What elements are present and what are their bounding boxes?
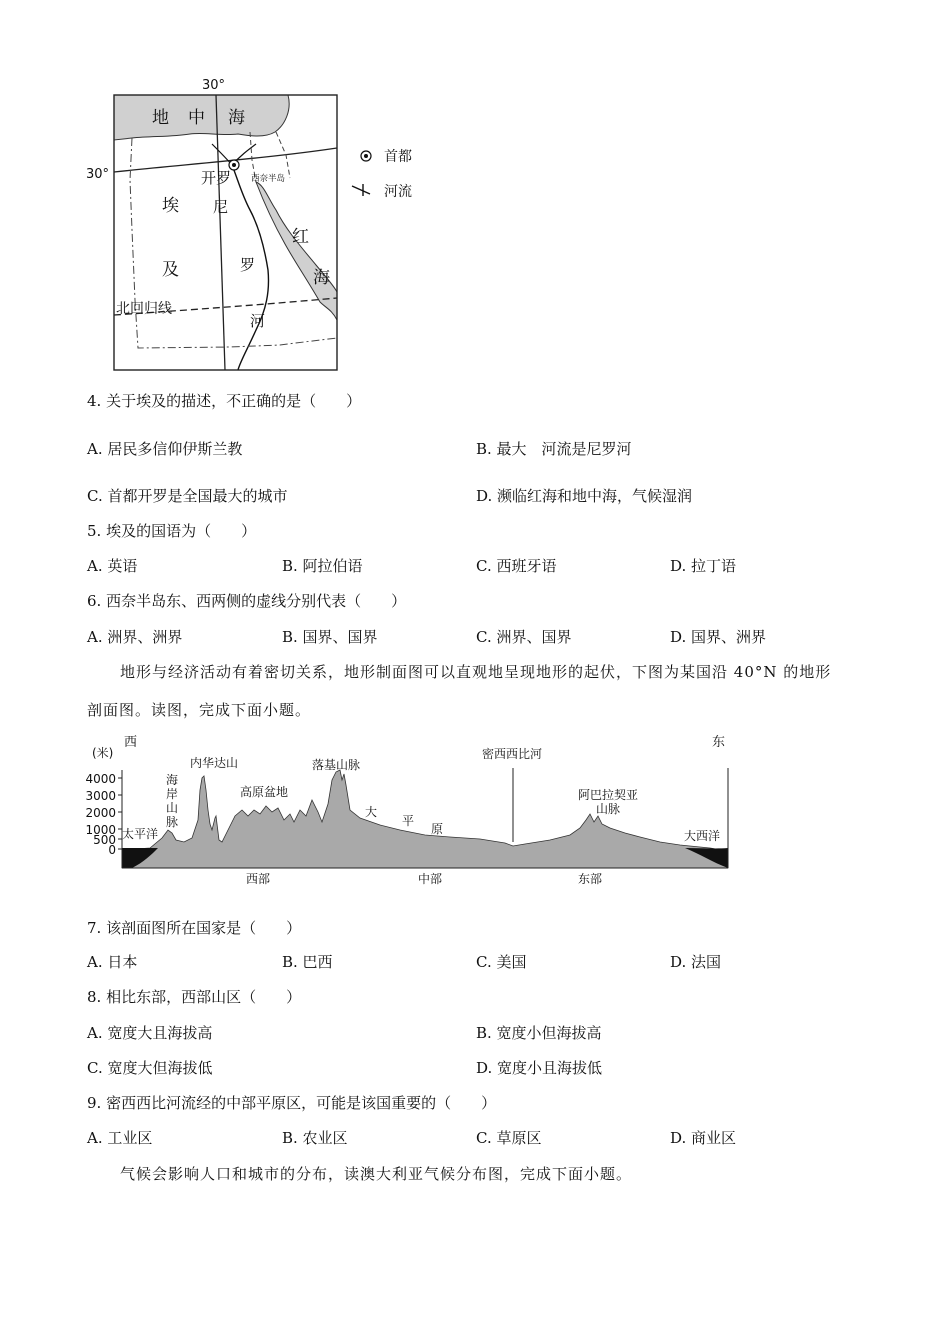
label-rocky: 落基山脉 [312, 758, 361, 772]
country-char: 及 [162, 260, 179, 280]
option[interactable]: D. 宽度小且海拔低 [476, 1059, 603, 1077]
legend-river-icon [352, 184, 370, 196]
option[interactable]: C. 美国 [476, 953, 527, 971]
river-char: 罗 [240, 256, 256, 274]
label-coast: 山 [166, 801, 179, 815]
option[interactable]: D. 濒临红海和地中海，气候湿润 [476, 487, 693, 505]
label-coast: 岸 [166, 787, 179, 801]
option[interactable]: C. 首都开罗是全国最大的城市 [87, 487, 288, 505]
question-6-stem: 6. 西奈半岛东、西两侧的虚线分别代表（ ） [87, 592, 407, 610]
label-pacific: 太平洋 [122, 827, 159, 841]
terrain-area [122, 770, 728, 868]
label-plains: 平 [402, 814, 415, 828]
label-plains: 原 [431, 822, 444, 836]
option[interactable]: A. 工业区 [87, 1129, 153, 1147]
option[interactable]: D. 法国 [670, 953, 722, 971]
lat-top-label: 30° [202, 78, 226, 93]
y-tick: 3000 [85, 789, 116, 803]
option[interactable]: A. 宽度大且海拔高 [87, 1024, 213, 1042]
unit-label: (米) [92, 746, 114, 760]
option[interactable]: B. 宽度小但海拔高 [476, 1024, 602, 1042]
option[interactable]: A. 英语 [87, 557, 138, 575]
option[interactable]: B. 国界、国界 [282, 628, 378, 646]
legend-river-label: 河流 [384, 184, 412, 200]
option[interactable]: B. 农业区 [282, 1129, 348, 1147]
option[interactable]: C. 宽度大但海拔低 [87, 1059, 213, 1077]
sea-char: 地 [152, 108, 169, 128]
y-tick: 1000 [85, 823, 116, 837]
option[interactable]: C. 草原区 [476, 1129, 542, 1147]
country-char: 埃 [162, 196, 179, 216]
east-label: 东 [712, 735, 726, 750]
river-char: 尼 [213, 198, 229, 216]
climate-intro: 气候会影响人口和城市的分布，读澳大利亚气候分布图，完成下面小题。 [120, 1165, 633, 1183]
terrain-profile [80, 730, 740, 890]
y-tick: 2000 [85, 806, 116, 820]
region-label: 西部 [246, 872, 271, 886]
sea-char: 中 [188, 108, 205, 128]
lat-left-label: 30° [86, 167, 110, 182]
label-appalachian: 阿巴拉契亚 [578, 788, 639, 802]
question-9-stem: 9. 密西西比河流经的中部平原区，可能是该国重要的（ ） [87, 1094, 497, 1112]
option[interactable]: B. 巴西 [282, 953, 333, 971]
option[interactable]: A. 日本 [87, 953, 138, 971]
river-char: 河 [250, 312, 266, 330]
tropic-label: 北回归线 [116, 301, 172, 317]
capital-label: 开罗 [201, 169, 232, 187]
intro-paragraph-line: 地形与经济活动有着密切关系，地形制面图可以直观地呈现地形的起伏，下图为某国沿 40°N 的地形 [120, 663, 832, 681]
west-label: 西 [124, 735, 138, 750]
label-coast: 海 [166, 773, 179, 787]
red-sea-char: 海 [313, 268, 330, 288]
label-coast: 脉 [166, 815, 179, 829]
label-basin: 高原盆地 [240, 785, 289, 799]
question-7-stem: 7. 该剖面图所在国家是（ ） [87, 919, 302, 937]
y-tick: 0 [108, 843, 116, 857]
option[interactable]: D. 拉丁语 [670, 557, 737, 575]
label-plains: 大 [365, 805, 378, 819]
egypt-map [80, 70, 440, 375]
option[interactable]: C. 西班牙语 [476, 557, 557, 575]
question-8-stem: 8. 相比东部，西部山区（ ） [87, 988, 302, 1006]
label-nevada: 内华达山 [190, 756, 239, 770]
option[interactable]: C. 洲界、国界 [476, 628, 572, 646]
sinai-label: 西奈半岛 [251, 174, 286, 184]
region-label: 中部 [418, 872, 443, 886]
question-4-stem: 4. 关于埃及的描述，不正确的是（ ） [87, 392, 362, 410]
question-5-stem: 5. 埃及的国语为（ ） [87, 522, 257, 540]
sea-char: 海 [228, 108, 245, 128]
option[interactable]: D. 商业区 [670, 1129, 737, 1147]
option[interactable]: B. 最大 河流是尼罗河 [476, 440, 632, 458]
option[interactable]: A. 居民多信仰伊斯兰教 [87, 440, 243, 458]
red-sea-char: 红 [292, 227, 309, 247]
y-tick: 4000 [85, 772, 116, 786]
option[interactable]: A. 洲界、洲界 [87, 628, 183, 646]
label-appalachian: 山脉 [596, 802, 621, 816]
label-atlantic: 大西洋 [684, 829, 721, 843]
y-tick: 500 [93, 833, 116, 847]
region-label: 东部 [578, 872, 603, 886]
legend-capital-label: 首都 [384, 149, 412, 165]
intro-paragraph-line: 剖面图。读图，完成下面小题。 [87, 701, 312, 719]
option[interactable]: B. 阿拉伯语 [282, 557, 363, 575]
option[interactable]: D. 国界、洲界 [670, 628, 767, 646]
label-mississippi: 密西西比河 [482, 747, 543, 761]
